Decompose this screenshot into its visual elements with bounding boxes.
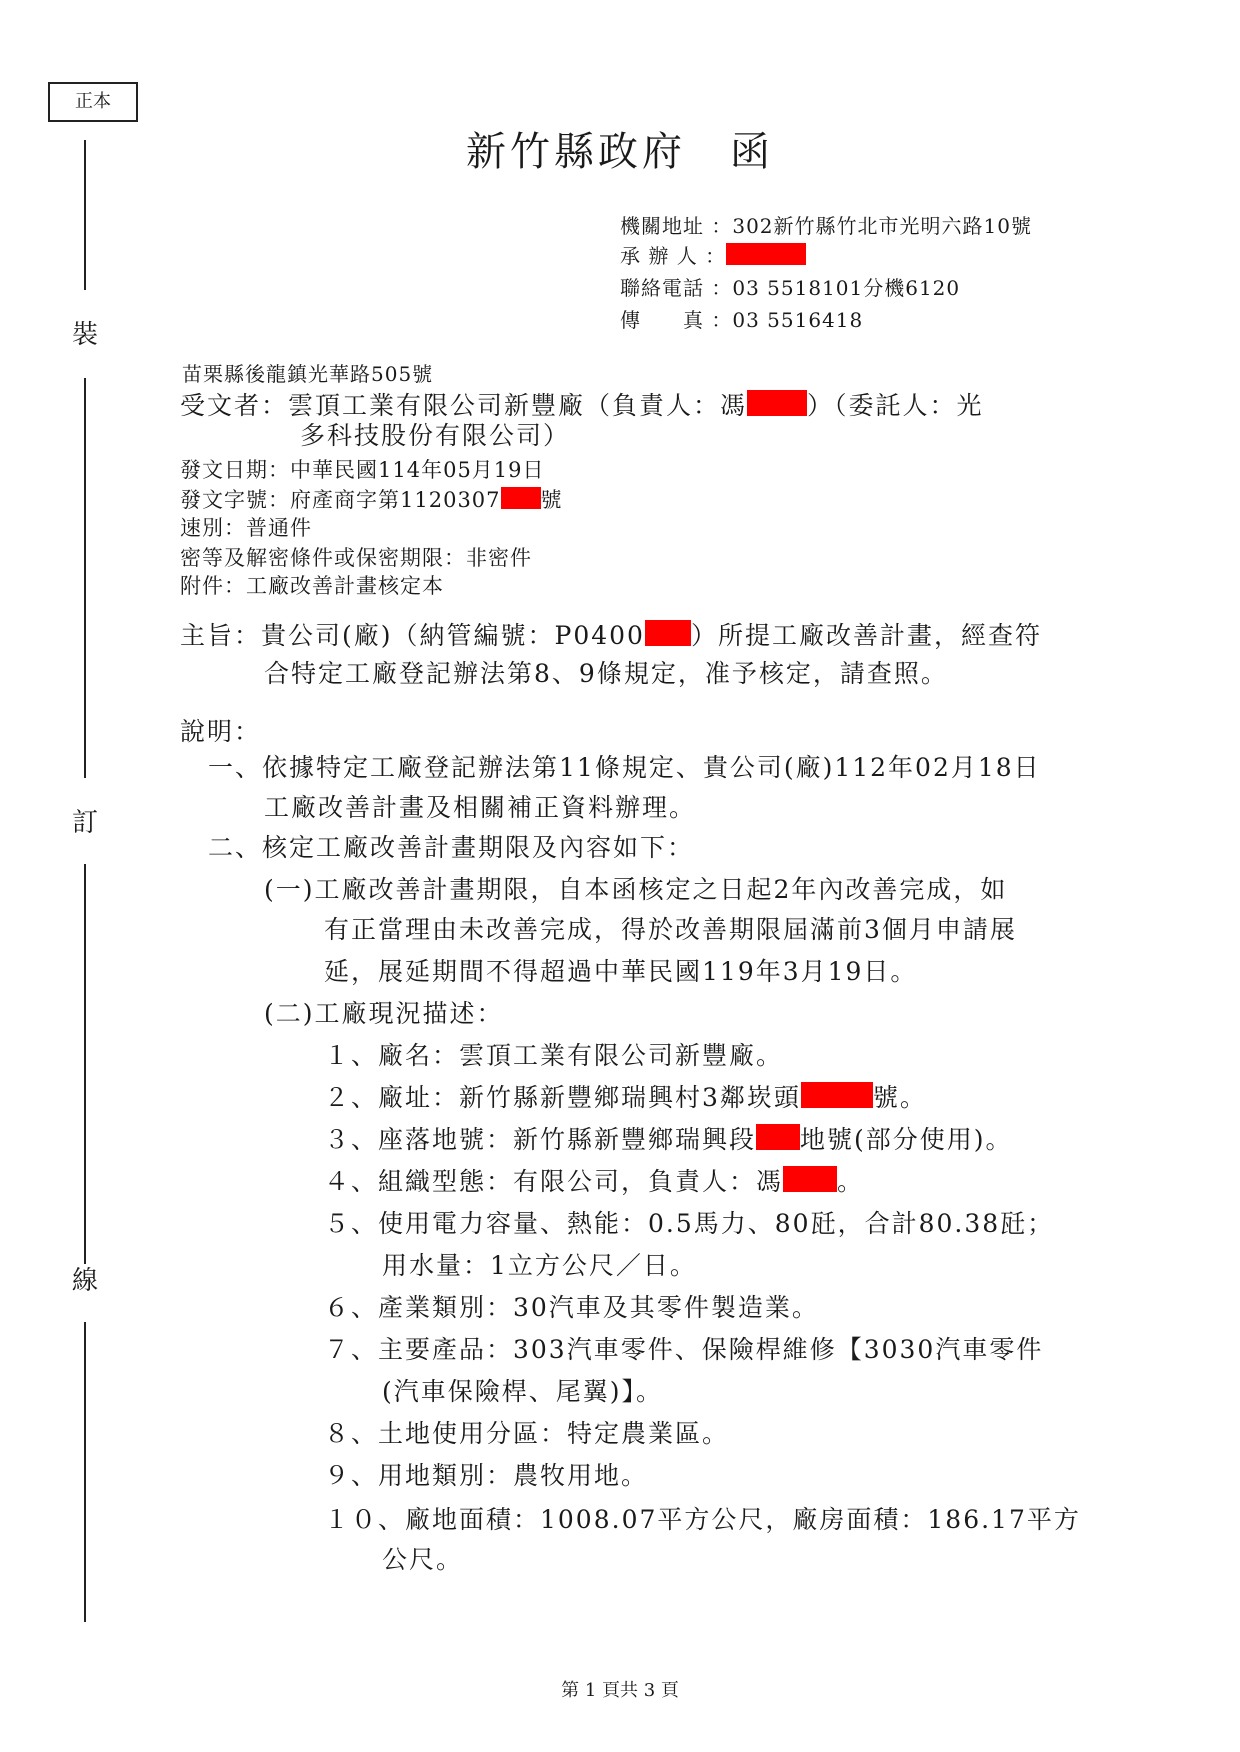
original-copy-stamp: 正本: [48, 82, 138, 122]
binding-mark-top: 裝: [72, 320, 99, 350]
attachment: 附件：工廠改善計畫核定本: [180, 574, 444, 598]
point-2: [324, 1078, 927, 1114]
binding-line-segment: [84, 1322, 86, 1622]
binding-line-segment: [84, 378, 86, 778]
binding-mark-middle: 訂: [72, 808, 99, 838]
point-7: ７、主要產品：303汽車零件、保險桿維修【3030汽車零件: [324, 1335, 1044, 1364]
recipient-line-2: 多科技股份有限公司）: [300, 421, 571, 450]
point-9: ９、用地類別：農牧用地。: [324, 1461, 649, 1490]
point-8: ８、土地使用分區：特定農業區。: [324, 1419, 730, 1448]
point-6: ６、產業類別：30汽車及其零件製造業。: [324, 1293, 819, 1322]
document-number-suffix: 號: [540, 488, 563, 512]
explanation-item-2: 二、核定工廠改善計畫期限及內容如下：: [208, 833, 695, 862]
point-10: １０、廠地面積：1008.07平方公尺，廠房面積：186.17平方: [324, 1505, 1081, 1534]
point-4: [324, 1162, 864, 1198]
delivery-speed: 速別：普通件: [180, 516, 312, 540]
point-5-cont: 用水量：1立方公尺／日。: [382, 1251, 697, 1280]
handler-label: 承 辦 人 ：: [620, 244, 727, 268]
point-10-cont: 公尺。: [382, 1545, 464, 1574]
redaction-box: [783, 1166, 837, 1192]
recipient-address: 苗栗縣後龍鎮光華路505號: [182, 362, 434, 386]
point-text: 號。: [872, 1083, 927, 1112]
point-text: 。: [837, 1167, 865, 1196]
explanation-item-1: 一、依據特定工廠登記辦法第11條規定、貴公司(廠)112年02月18日: [208, 753, 1041, 782]
agency-address: 機關地址 ：302新竹縣竹北市光明六路10號: [620, 214, 1032, 238]
handler-line: [620, 240, 806, 269]
binding-line-segment: [84, 864, 86, 1264]
redaction-box: [747, 390, 807, 416]
point-text: ２、廠址：新竹縣新豐鄉瑞興村3鄰崁頭: [324, 1083, 801, 1112]
fax-number: 傳 真 ：03 5516418: [620, 308, 864, 332]
sub-item-1-cont: 延，展延期間不得超過中華民國119年3月19日。: [324, 957, 918, 986]
redaction-box: [645, 620, 691, 646]
subject-text: ）所提工廠改善計畫，經查符: [690, 621, 1042, 650]
contact-phone: 聯絡電話 ：03 5518101分機6120: [620, 276, 961, 300]
point-5: ５、使用電力容量、熱能：0.5馬力、80瓩，合計80.38瓩；: [324, 1209, 1055, 1238]
point-text: ４、組織型態：有限公司，負責人：馮: [324, 1167, 784, 1196]
issue-date: 發文日期：中華民國114年05月19日: [180, 458, 545, 482]
point-1: １、廠名：雲頂工業有限公司新豐廠。: [324, 1041, 784, 1070]
point-3: [324, 1120, 1013, 1156]
sub-item-1-cont: 有正當理由未改善完成，得於改善期限屆滿前3個月申請展: [324, 915, 1017, 944]
page-number: 第 1 頁共 3 頁: [561, 1680, 679, 1701]
explanation-heading: 說明：: [180, 717, 262, 746]
sub-item-2: (二)工廠現況描述：: [264, 999, 504, 1028]
document-number: [180, 484, 563, 514]
redaction-box: [501, 487, 541, 509]
point-text: ３、座落地號：新竹縣新豐鄉瑞興段: [324, 1125, 757, 1154]
redaction-box: [756, 1124, 800, 1150]
subject-line-1: [180, 616, 1042, 652]
subject-text: 主旨：貴公司(廠)（納管編號：P0400: [180, 621, 645, 650]
binding-mark-bottom: 線: [72, 1266, 99, 1296]
secrecy-level: 密等及解密條件或保密期限：非密件: [180, 546, 532, 570]
redaction-box: [726, 243, 806, 265]
recipient-text: ）（委託人：光: [807, 391, 984, 420]
recipient-text: 受文者：雲頂工業有限公司新豐廠（負責人：馮: [180, 391, 748, 420]
subject-line-2: 合特定工廠登記辦法第8、9條規定，准予核定，請查照。: [264, 659, 948, 688]
sub-item-1: (一)工廠改善計畫期限，自本函核定之日起2年內改善完成，如: [264, 875, 1008, 904]
redaction-box: [801, 1082, 873, 1108]
document-title: 新竹縣政府 函: [466, 129, 774, 175]
point-text: 地號(部分使用)。: [800, 1125, 1013, 1154]
document-number-text: 發文字號：府產商字第1120307: [180, 488, 501, 512]
explanation-item-1-cont: 工廠改善計畫及相關補正資料辦理。: [264, 793, 697, 822]
point-7-cont: (汽車保險桿、尾翼)】。: [382, 1377, 664, 1406]
